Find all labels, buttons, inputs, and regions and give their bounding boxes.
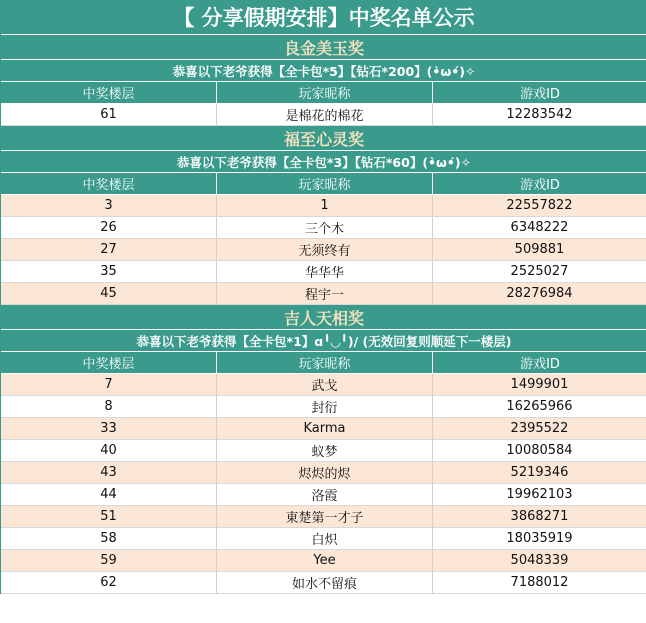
table-row [1, 484, 646, 506]
table-row [1, 217, 646, 239]
prize-note: 恭喜以下老爷获得【全卡包*1】ɑ╹◡╹)/ (无效回复则顺延下一楼层) [1, 330, 646, 352]
floor-cell: 26 [100, 220, 117, 235]
game-id-cell: 16265966 [432, 396, 646, 417]
floor-cell: 43 [100, 465, 117, 480]
game-id-cell: 28276984 [432, 283, 646, 304]
game-id-cell: 2525027 [432, 261, 646, 282]
game-id-cell: 509881 [432, 239, 646, 260]
prize-title: 良金美玉奖 [1, 35, 646, 60]
nickname-cell: 是棉花的棉花 [216, 104, 432, 125]
floor-cell: 40 [100, 443, 117, 458]
floor-cell: 35 [100, 264, 117, 279]
table-header [1, 82, 646, 104]
floor-cell: 59 [100, 553, 117, 568]
table-row [1, 261, 646, 283]
game-id-cell: 10080584 [432, 440, 646, 461]
nickname-cell: 无须终有 [216, 239, 432, 260]
floor-cell: 3 [104, 198, 113, 213]
floor-cell: 62 [100, 575, 117, 590]
table-row [1, 572, 646, 594]
nickname-cell: 1 [216, 195, 432, 216]
header-nickname: 玩家昵称 [216, 173, 432, 194]
header-game-id: 游戏ID [432, 82, 646, 103]
game-id-cell: 19962103 [432, 484, 646, 505]
game-id-cell: 3868271 [432, 506, 646, 527]
header-game-id: 游戏ID [432, 352, 646, 373]
table-row [1, 550, 646, 572]
nickname-cell: 程宇一 [216, 283, 432, 304]
header-floor: 中奖楼层 [82, 178, 135, 193]
header-floor: 中奖楼层 [82, 357, 135, 372]
prize-section [1, 305, 646, 594]
table-row [1, 506, 646, 528]
nickname-cell: Karma [216, 418, 432, 439]
table-row [1, 528, 646, 550]
table-row [1, 374, 646, 396]
header-nickname: 玩家昵称 [216, 82, 432, 103]
game-id-cell: 7188012 [432, 572, 646, 593]
floor-cell: 61 [100, 107, 117, 122]
nickname-cell: 蚁梦 [216, 440, 432, 461]
floor-cell: 44 [100, 487, 117, 502]
prize-title: 福至心灵奖 [1, 126, 646, 151]
nickname-cell: 三个木 [216, 217, 432, 238]
floor-cell: 58 [100, 531, 117, 546]
nickname-cell: 封衍 [216, 396, 432, 417]
prize-section [1, 126, 646, 305]
floor-cell: 51 [100, 509, 117, 524]
header-nickname: 玩家昵称 [216, 352, 432, 373]
game-id-cell: 18035919 [432, 528, 646, 549]
header-floor: 中奖楼层 [82, 87, 135, 102]
game-id-cell: 5048339 [432, 550, 646, 571]
prize-note: 恭喜以下老爷获得【全卡包*5】【钻石*200】(•̀ω•́)✧ [1, 60, 646, 82]
sections-container [1, 35, 646, 594]
game-id-cell: 6348222 [432, 217, 646, 238]
prize-note: 恭喜以下老爷获得【全卡包*3】【钻石*60】(•̀ω•́)✧ [1, 151, 646, 173]
table-row [1, 440, 646, 462]
nickname-cell: 白炽 [216, 528, 432, 549]
page-title: 【 分享假期安排】中奖名单公示 [1, 0, 646, 35]
table-header [1, 173, 646, 195]
floor-cell: 33 [100, 421, 117, 436]
table-row [1, 283, 646, 305]
nickname-cell: 华华华 [216, 261, 432, 282]
prize-title: 吉人天相奖 [1, 305, 646, 330]
nickname-cell: 東楚第一才子 [216, 506, 432, 527]
table-row [1, 418, 646, 440]
nickname-cell: 如水不留痕 [216, 572, 432, 593]
floor-cell: 45 [100, 286, 117, 301]
game-id-cell: 1499901 [432, 374, 646, 395]
nickname-cell: 洛霞 [216, 484, 432, 505]
game-id-cell: 5219346 [432, 462, 646, 483]
table-row [1, 104, 646, 126]
nickname-cell: 武戈 [216, 374, 432, 395]
table-row [1, 396, 646, 418]
nickname-cell: 烬烬的烬 [216, 462, 432, 483]
floor-cell: 27 [100, 242, 117, 257]
table-row [1, 195, 646, 217]
table-row [1, 462, 646, 484]
floor-cell: 8 [104, 399, 113, 414]
game-id-cell: 22557822 [432, 195, 646, 216]
table-header [1, 352, 646, 374]
game-id-cell: 12283542 [432, 104, 646, 125]
prize-section [1, 35, 646, 126]
header-game-id: 游戏ID [432, 173, 646, 194]
nickname-cell: Yee [216, 550, 432, 571]
floor-cell: 7 [104, 377, 113, 392]
table-row [1, 239, 646, 261]
game-id-cell: 2395522 [432, 418, 646, 439]
